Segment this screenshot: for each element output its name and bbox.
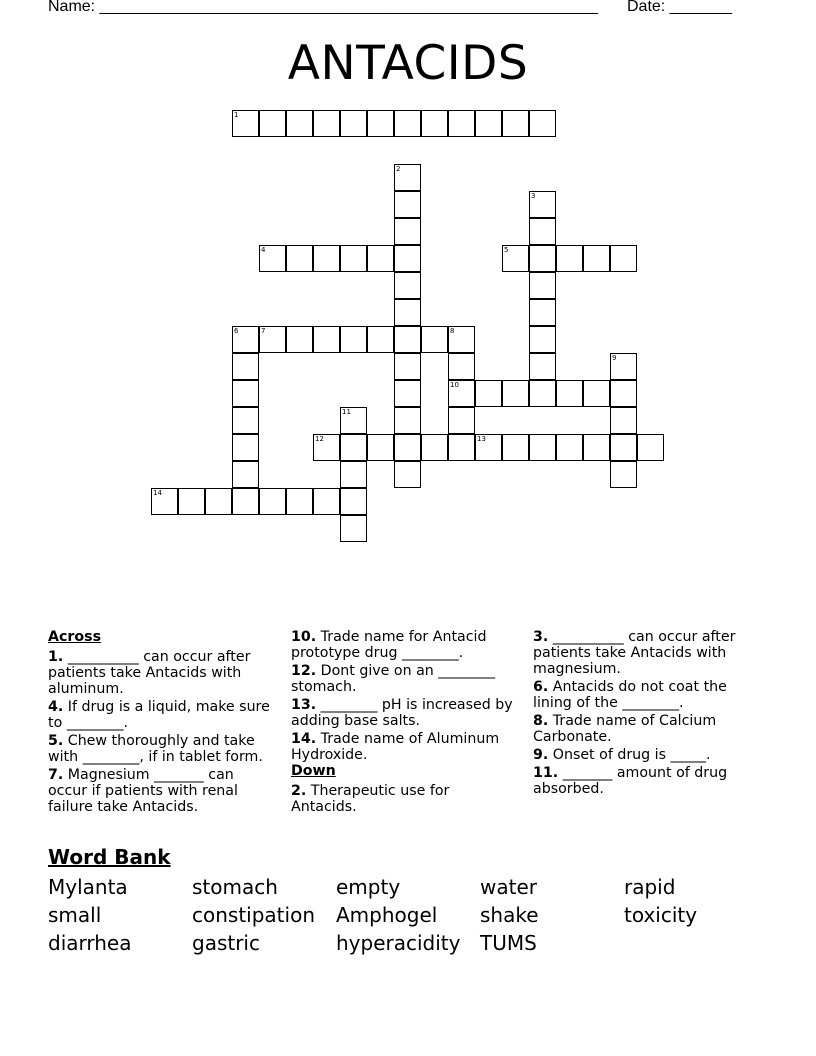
crossword-cell[interactable] [205,488,232,515]
word-bank-item: constipation [192,903,315,927]
crossword-cell[interactable] [529,326,556,353]
clue-number: 4 [261,246,266,254]
crossword-cell[interactable] [529,434,556,461]
crossword-cell[interactable] [367,110,394,137]
crossword-cell[interactable] [583,434,610,461]
crossword-cell[interactable] [394,191,421,218]
word-bank-item: toxicity [624,903,698,927]
word-bank-item: Amphogel [336,903,438,927]
clues-column-2 [291,629,516,817]
clue-number: 9 [612,354,617,362]
word-bank-item: TUMS [480,931,537,955]
page-title: ANTACIDS [287,36,529,91]
crossword-cell[interactable] [610,461,637,488]
crossword-cell[interactable] [340,434,367,461]
crossword-cell[interactable] [475,110,502,137]
crossword-cell[interactable] [421,326,448,353]
crossword-cell[interactable] [340,461,367,488]
word-bank-item: rapid [624,875,676,899]
word-bank-item: gastric [192,931,260,955]
clue-across-10: 10. Trade name for Antacid prototype drug ________. [291,629,487,661]
crossword-cell[interactable] [502,380,529,407]
clue-number: 11 [342,408,351,416]
crossword-cell[interactable] [610,434,637,461]
crossword-cell[interactable] [502,110,529,137]
clue-down-3: 3. __________ can occur after patients take Antacids with magnesium. [533,629,736,677]
crossword-cell[interactable] [529,110,556,137]
clue-across-4: 4. If drug is a liquid, make sure to ________. [48,699,270,731]
crossword-cell[interactable] [286,245,313,272]
crossword-cell[interactable] [232,407,259,434]
crossword-cell[interactable] [313,110,340,137]
crossword-cell[interactable] [340,245,367,272]
crossword-cell[interactable] [286,488,313,515]
crossword-cell[interactable] [367,434,394,461]
crossword-cell[interactable] [394,407,421,434]
crossword-cell[interactable] [259,110,286,137]
name-field[interactable]: Name: ________________________________________________________ [48,0,598,15]
clue-number: 1 [234,111,239,119]
crossword-cell[interactable] [394,245,421,272]
crossword-cell[interactable] [394,299,421,326]
crossword-cell[interactable] [529,353,556,380]
crossword-cell[interactable] [448,110,475,137]
clue-across-14: 14. Trade name of Aluminum Hydroxide. [291,731,500,763]
clue-number: 2 [396,165,401,173]
crossword-cell[interactable] [340,488,367,515]
crossword-cell[interactable] [394,110,421,137]
clues-column-3 [533,629,758,799]
clue-number: 6 [234,327,239,335]
clue-down-2: 2. Therapeutic use for Antacids. [291,783,450,815]
across-heading: Across [48,629,102,645]
crossword-cell[interactable] [313,245,340,272]
word-bank-item: small [48,903,102,927]
crossword-cell[interactable] [313,434,340,461]
crossword-cell[interactable] [448,326,475,353]
clue-across-7: 7. Magnesium _______ can occur if patients with renal failure take Antacids. [48,767,238,815]
crossword-cell[interactable] [529,218,556,245]
word-bank-item: diarrhea [48,931,132,955]
clue-down-6: 6. Antacids do not coat the lining of the ________. [533,679,727,711]
crossword-cell[interactable] [286,326,313,353]
clue-number: 10 [450,381,459,389]
clue-across-13: 13. ________ pH is increased by adding base salts. [291,697,513,729]
crossword-cell[interactable] [232,434,259,461]
clue-number: 12 [315,435,324,443]
crossword-cell[interactable] [502,245,529,272]
crossword-cell[interactable] [529,299,556,326]
clue-across-1: 1. __________ can occur after patients take Antacids with aluminum. [48,649,251,697]
crossword-cell[interactable] [448,434,475,461]
crossword-cell[interactable] [286,110,313,137]
word-bank-item: Mylanta [48,875,128,899]
crossword-cell[interactable] [340,407,367,434]
crossword-cell[interactable] [421,434,448,461]
word-bank-item: empty [336,875,401,899]
crossword-cell[interactable] [394,164,421,191]
clue-number: 8 [450,327,455,335]
clue-across-5: 5. Chew thoroughly and take with ________, if in tablet form. [48,733,263,765]
crossword-cell[interactable] [583,245,610,272]
crossword-cell[interactable] [394,218,421,245]
crossword-cell[interactable] [151,488,178,515]
crossword-cell[interactable] [232,353,259,380]
crossword-cell[interactable] [232,488,259,515]
crossword-cell[interactable] [610,245,637,272]
word-bank-item: stomach [192,875,278,899]
crossword-cell[interactable] [556,434,583,461]
crossword-cell[interactable] [610,353,637,380]
crossword-cell[interactable] [556,380,583,407]
crossword-cell[interactable] [340,515,367,542]
crossword-cell[interactable] [502,434,529,461]
crossword-cell[interactable] [394,272,421,299]
crossword-cell[interactable] [610,380,637,407]
word-bank-item: hyperacidity [336,931,461,955]
crossword-cell[interactable] [421,110,448,137]
crossword-cell[interactable] [448,380,475,407]
crossword-cell[interactable] [394,461,421,488]
crossword-cell[interactable] [583,380,610,407]
crossword-cell[interactable] [367,245,394,272]
crossword-cell[interactable] [529,272,556,299]
crossword-cell[interactable] [367,326,394,353]
crossword-cell[interactable] [232,110,259,137]
crossword-cell[interactable] [529,380,556,407]
crossword-cell[interactable] [232,461,259,488]
crossword-cell[interactable] [259,326,286,353]
crossword-cell[interactable] [637,434,664,461]
word-bank-title: Word Bank [48,845,171,869]
crossword-cell[interactable] [475,380,502,407]
clue-number: 7 [261,327,266,335]
clue-number: 5 [504,246,509,254]
crossword-cell[interactable] [394,326,421,353]
crossword-cell[interactable] [313,326,340,353]
crossword-cell[interactable] [259,245,286,272]
crossword-cell[interactable] [556,245,583,272]
crossword-cell[interactable] [178,488,205,515]
clue-across-12: 12. Dont give on an ________ stomach. [291,663,496,695]
crossword-cell[interactable] [448,407,475,434]
clue-down-8: 8. Trade name of Calcium Carbonate. [533,713,717,745]
crossword-cell[interactable] [259,488,286,515]
crossword-cell[interactable] [394,434,421,461]
crossword-cell[interactable] [475,434,502,461]
clue-number: 3 [531,192,536,200]
down-heading: Down [291,763,336,779]
crossword-cell[interactable] [394,353,421,380]
crossword-cell[interactable] [448,353,475,380]
clue-number: 14 [153,489,162,497]
crossword-cell[interactable] [232,326,259,353]
clue-number: 13 [477,435,486,443]
word-bank-item: water [480,875,537,899]
date-field[interactable]: Date: _______ [627,0,732,15]
crossword-cell[interactable] [340,110,367,137]
crossword-cell[interactable] [394,380,421,407]
clues-column-1 [48,629,273,817]
crossword-cell[interactable] [232,380,259,407]
crossword-cell[interactable] [340,326,367,353]
crossword-cell[interactable] [313,488,340,515]
clue-down-11: 11. _______ amount of drug absorbed. [533,765,728,797]
word-bank-item: shake [480,903,539,927]
crossword-cell[interactable] [610,407,637,434]
clue-down-9: 9. Onset of drug is _____. [533,747,711,763]
crossword-cell[interactable] [529,191,556,218]
crossword-cell[interactable] [529,245,556,272]
